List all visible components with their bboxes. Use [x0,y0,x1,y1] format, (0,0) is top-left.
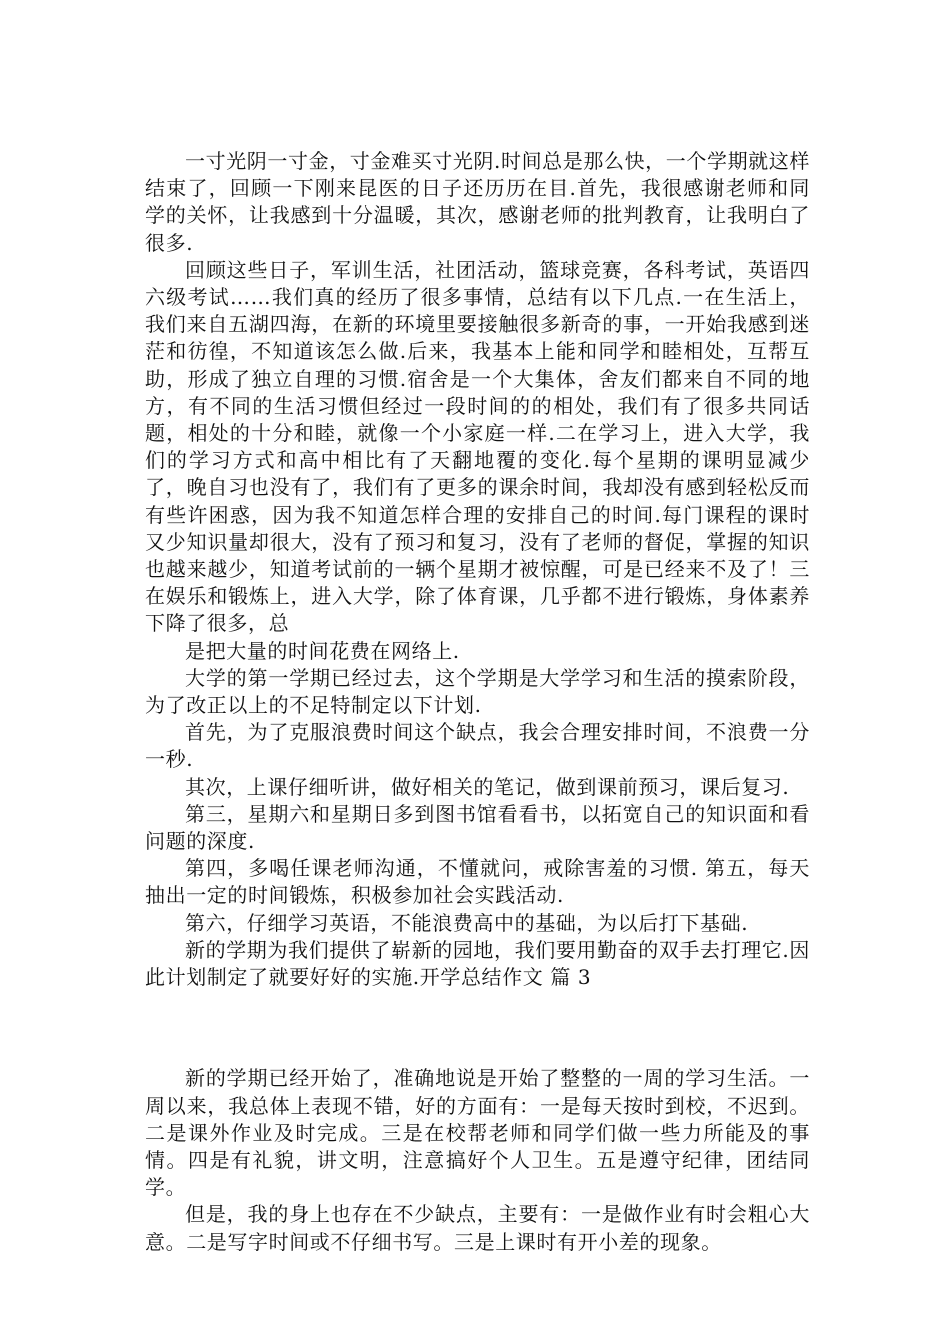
paragraph-week-summary: 新的学期已经开始了，准确地说是开始了整整的一周的学习生活。一周以来，我总体上表现不错，好的方面有：一是每天按时到校，不迟到。二是课外作业及时完成。三是在校帮老师和同学们做一些力所能及的事情。四是有礼貌，讲文明，注意搞好个人卫生。五是遵守纪律，团结同学。 [145,1066,810,1200]
paragraph-plan-second: 其次，上课仔细听讲，做好相关的笔记，做到课前预习，课后复习. [185,774,790,799]
section-one [145,148,810,991]
paragraph-review: 回顾这些日子，军训生活，社团活动，篮球竞赛，各科考试，英语四六级考试……我们真的经历了很多事情，总结有以下几点.一在生活上，我们来自五湖四海，在新的环境里要接触很多新奇的事，一开始我感到迷茫和彷徨，不知道该怎么做.后来，我基本上能和同学和睦相处，互帮互助，形成了独立自理的习惯.宿舍是一个大集体，舍友们都来自不同的地方，有不同的生活习惯但经过一段时间的的相处，我们有了很多共同话题，相处的十分和睦，就像一个小家庭一样.二在学习上，进入大学，我们的学习方式和高中相比有了天翻地覆的变化.每个星期的课明显减少了，晚自习也没有了，我们有了更多的课余时间，我却没有感到轻松反而有些许困惑，因为我不知道怎样合理的安排自己的时间.每门课程的课时又少知识量却很大，没有了预习和复习，没有了老师的督促，掌握的知识也越来越少，知道考试前的一辆个星期才被惊醒，可是已经来不及了！三在娱乐和锻炼上，进入大学，除了体育课，几乎都不进行锻炼，身体素养下降了很多，总 [145,257,810,636]
paragraph-continuation: 是把大量的时间花费在网络上. [185,638,460,663]
paragraph-plan-intro: 大学的第一学期已经过去，这个学期是大学学习和生活的摸索阶段，为了改正以上的不足特制定以下计划. [145,665,810,718]
paragraph-intro: 一寸光阴一寸金，寸金难买寸光阴.时间总是那么快，一个学期就这样结束了，回顾一下刚来昆医的日子还历历在目.首先，我很感谢老师和同学的关怀，让我感到十分温暖，其次，感谢老师的批判教育，让我明白了很多. [145,149,810,255]
paragraph-shortcomings: 但是，我的身上也存在不少缺点，主要有：一是做作业有时会粗心大意。二是写字时间或不仔细书写。三是上课时有开小差的现象。 [145,1202,810,1254]
section-two [145,1065,810,1255]
paragraph-plan-sixth: 第六，仔细学习英语，不能浪费高中的基础，为以后打下基础. [185,910,749,935]
paragraph-closing: 新的学期为我们提供了崭新的园地，我们要用勤奋的双手去打理它.因此计划制定了就要好好的实施.开学总结作文 篇 3 [145,937,810,990]
paragraph-plan-third: 第三，星期六和星期日多到图书馆看看书，以拓宽自己的知识面和看问题的深度. [145,801,810,854]
paragraph-plan-fourth-fifth: 第四，多喝任课老师沟通，不懂就问，戒除害羞的习惯. 第五，每天抽出一定的时间锻炼，积极参加社会实践活动. [145,856,810,908]
paragraph-plan-first: 首先，为了克服浪费时间这个缺点，我会合理安排时间，不浪费一分一秒. [145,720,810,772]
document-page [145,148,810,1256]
